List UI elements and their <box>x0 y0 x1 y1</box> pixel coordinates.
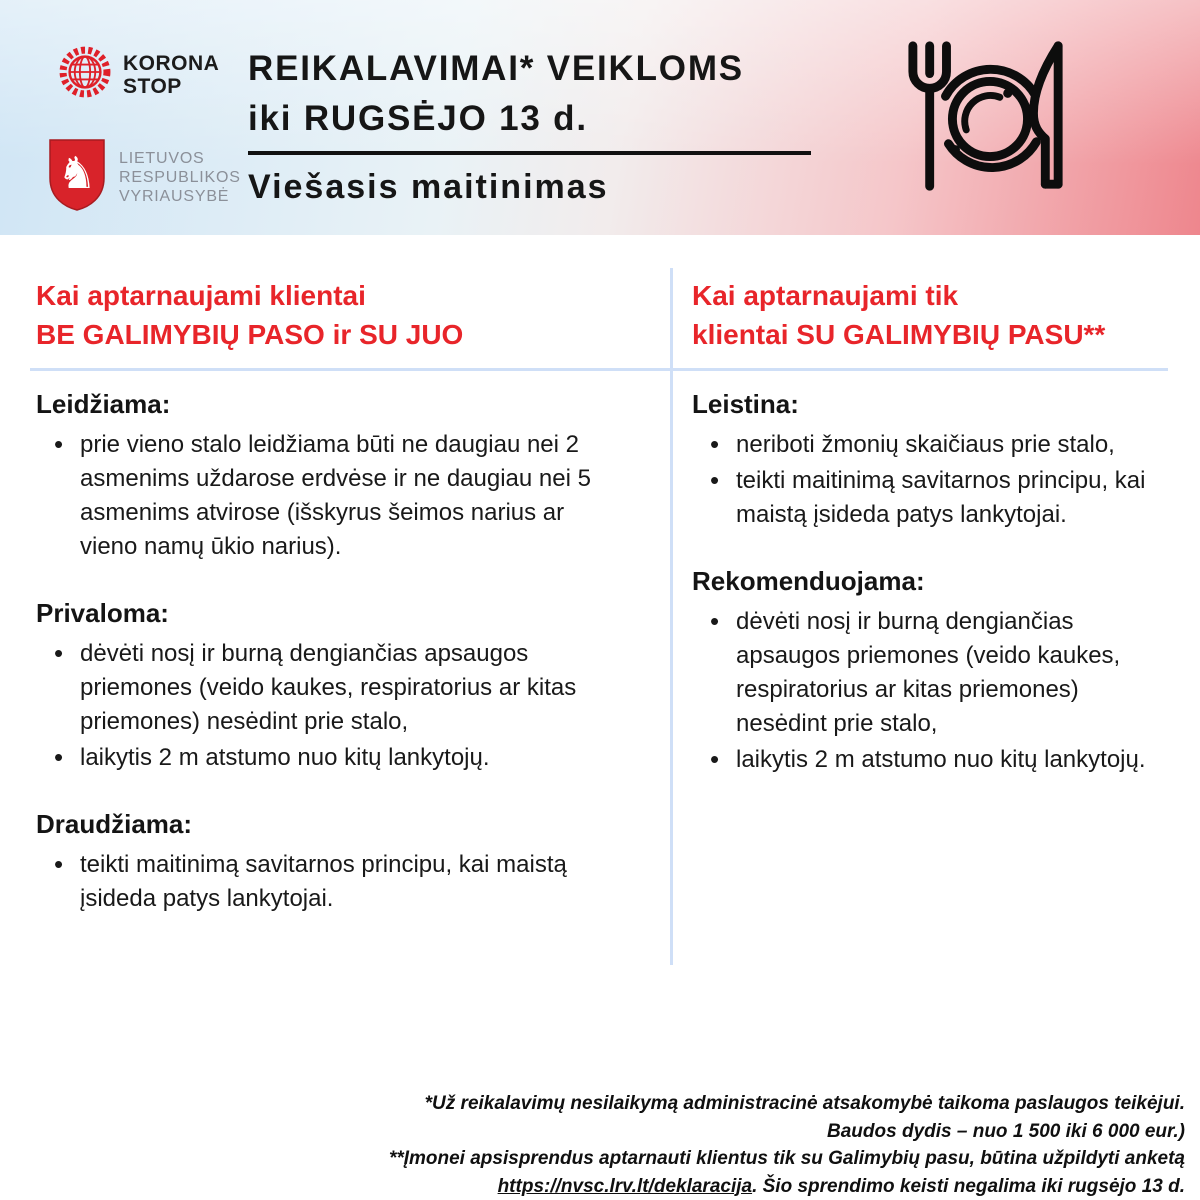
heading-underline <box>660 368 1168 371</box>
declaration-link[interactable]: https://nvsc.lrv.lt/deklaracija <box>497 1175 753 1197</box>
section-privaloma <box>36 597 650 775</box>
page-title-line2: iki RUGSĖJO 13 d. <box>248 99 588 138</box>
bullet-list <box>692 605 1174 777</box>
bullet-list <box>36 428 650 564</box>
fork-plate-knife-icon <box>903 36 1071 209</box>
section-title: Privaloma: <box>36 598 169 628</box>
section-title: Draudžiama: <box>36 809 193 839</box>
column-no-pass-heading: Kai aptarnaujami klientai BE GALIMYBIŲ PASO ir SU JUO <box>36 280 464 350</box>
section-title: Leidžiama: <box>36 389 171 419</box>
header-banner <box>0 0 1200 235</box>
title-block <box>248 44 811 207</box>
list-item: • laikytis 2 m atstumo nuo kitų lankytojų. <box>736 743 1168 777</box>
virus-globe-icon <box>57 44 113 105</box>
list-item: • neriboti žmonių skaičiaus prie stalo, <box>736 428 1168 462</box>
footnote-line2: Baudos dydis – nuo 1 500 iki 6 000 eur.) <box>827 1120 1185 1142</box>
footnote-line4 <box>325 1173 1185 1200</box>
page-subtitle: Viešasis maitinimas <box>248 168 609 206</box>
bullet-list <box>36 637 650 775</box>
korona-stop-label: KORONA STOP <box>123 51 220 98</box>
bullet-list <box>36 848 650 916</box>
section-rekomenduojama <box>692 565 1174 777</box>
footnote-line3: **Įmonei apsisprendus aptarnauti klientus tik su Galimybių pasu, būtina užpildyti anketą <box>388 1148 1185 1169</box>
column-with-pass-heading: Kai aptarnaujami tik klientai SU GALIMYBIŲ PASU** <box>692 280 1106 350</box>
section-title: Leistina: <box>692 389 799 419</box>
government-label: LIETUVOS RESPUBLIKOS VYRIAUSYBĖ <box>119 150 241 205</box>
footnote-line4-rest: . Šio sprendimo keisti negalima iki rugsėjo 13 d. <box>752 1175 1185 1197</box>
korona-stop-logo <box>57 44 219 105</box>
list-item: • dėvėti nosį ir burną dengiančias apsaugos priemones (veido kaukes, respiratorius ar kitas priemones) nesėdint prie stalo, <box>736 605 1168 741</box>
list-item: • prie vieno stalo leidžiama būti ne daugiau nei 2 asmenims uždarose erdvėse ir ne daugiau nei 5 asmenims atvirose (išskyrus šeimos narius ar vieno namų ūkio narius). <box>80 428 608 564</box>
coat-of-arms-icon <box>48 138 106 217</box>
section-title: Rekomenduojama: <box>692 566 925 596</box>
column-divider <box>670 268 673 965</box>
footnotes <box>325 1090 1185 1200</box>
list-item: • teikti maitinimą savitarnos principu, kai maistą įsideda patys lankytojai. <box>80 848 608 916</box>
list-item: • laikytis 2 m atstumo nuo kitų lankytojų. <box>80 741 608 775</box>
column-with-pass <box>692 276 1174 810</box>
government-logo <box>48 138 241 217</box>
bullet-list <box>692 428 1174 532</box>
footnote-line1: *Už reikalavimų nesilaikymą administracinė atsakomybė taikoma paslaugos teikėjui. <box>424 1093 1185 1114</box>
section-draudziama <box>36 808 650 916</box>
title-divider <box>248 151 811 155</box>
list-item: • teikti maitinimą savitarnos principu, kai maistą įsideda patys lankytojai. <box>736 464 1168 532</box>
heading-underline <box>30 368 660 371</box>
list-item: • dėvėti nosį ir burną dengiančias apsaugos priemones (veido kaukes, respiratorius ar kitas priemones) nesėdint prie stalo, <box>80 637 608 739</box>
section-leistina <box>692 388 1174 532</box>
svg-text:♞: ♞ <box>57 148 97 199</box>
page-title-line1: REIKALAVIMAI* VEIKLOMS <box>248 49 744 88</box>
column-no-pass <box>36 276 650 949</box>
section-leidziama <box>36 388 650 564</box>
